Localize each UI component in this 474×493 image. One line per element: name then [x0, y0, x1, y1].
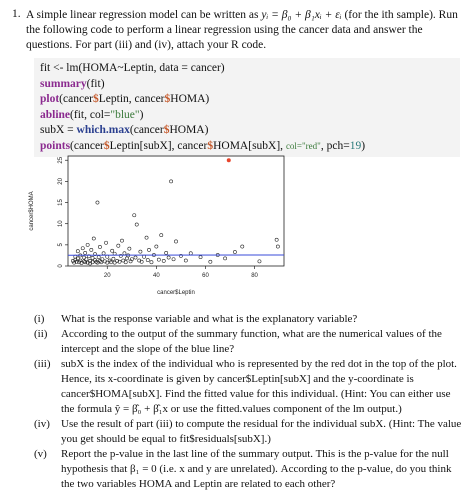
code-text: , pch=: [320, 139, 350, 152]
data-point: [135, 223, 138, 226]
data-point: [147, 248, 150, 251]
code-string: "blue": [110, 108, 140, 121]
part-number: (i): [34, 313, 45, 325]
question-part: [34, 312, 466, 327]
question-part: [34, 357, 466, 417]
part-text: Report the p-value in the last line of the summary output. This is the p-value for the null hypothesis that β₁ = 0 (i.e. x and y are unrelated). According to the p-value, do you think the two variables HOMA and Leptin are related to each other?: [61, 448, 452, 490]
part-text: Use the result of part (iii) to compute the residual for the individual subX. (Hint: The value you get should be equal to fit$residuals[subX].): [61, 418, 462, 445]
code-string: col="red": [285, 140, 321, 151]
code-line-2: [40, 77, 454, 93]
data-point: [169, 180, 172, 183]
code-text: Leptin, cancer: [98, 93, 165, 105]
scatter-plot-svg: [20, 150, 290, 300]
code-text: (cancer: [129, 124, 164, 136]
code-dollar: $: [164, 93, 171, 105]
regression-formula: yᵢ = β₀ + β₁xᵢ + εᵢ: [261, 9, 342, 21]
data-point: [120, 239, 123, 242]
data-point: [111, 249, 114, 252]
data-point: [85, 258, 88, 261]
code-text: (fit, col=: [70, 108, 111, 121]
code-summary-fn: summary: [40, 77, 87, 90]
data-point: [189, 252, 192, 255]
y-tick-label: 10: [58, 220, 64, 228]
data-point: [102, 252, 105, 255]
data-point: [223, 257, 226, 260]
part-number: (iii): [34, 358, 51, 370]
data-point: [199, 256, 202, 259]
code-dollar: $: [93, 93, 99, 105]
code-dollar: $: [207, 139, 214, 152]
x-tick-label: 60: [202, 273, 209, 279]
data-point: [84, 251, 87, 254]
data-point: [76, 250, 79, 253]
data-point: [172, 258, 175, 261]
part-number: (iv): [34, 418, 50, 430]
y-axis: [58, 156, 68, 267]
data-point: [146, 258, 149, 261]
code-line-5: [40, 123, 454, 139]
x-axis-label: cancer$Leptin: [157, 290, 195, 296]
data-point: [145, 236, 148, 239]
x-tick-label: 40: [153, 273, 160, 279]
y-tick-label: 5: [58, 243, 64, 247]
code-lm-call: <- lm(HOMA~Leptin, data = cancer): [50, 62, 225, 74]
question-part: [34, 417, 466, 447]
data-point: [241, 245, 244, 248]
data-point: [98, 245, 101, 248]
code-text: (cancer: [59, 93, 93, 105]
part-text: What is the response variable and what is the explanatory variable?: [61, 313, 358, 325]
x-tick-label: 20: [103, 273, 111, 279]
code-number: 19: [349, 139, 362, 152]
code-text: ): [361, 139, 366, 152]
code-line-4: [40, 108, 454, 124]
data-point: [184, 259, 187, 262]
code-line-1: [40, 61, 454, 77]
y-tick-label: 20: [58, 178, 64, 185]
y-tick-label: 15: [58, 199, 64, 206]
part-number: (ii): [34, 328, 48, 340]
r-code-block: [34, 58, 460, 157]
data-point: [160, 234, 163, 237]
data-points: [68, 158, 284, 265]
data-point: [123, 252, 126, 255]
data-point: [112, 257, 115, 260]
code-text: (cancer: [70, 139, 104, 152]
data-point: [86, 243, 89, 246]
data-point: [276, 245, 279, 248]
data-point: [104, 241, 107, 244]
y-tick-label: 0: [58, 264, 64, 268]
code-fit-token: fit: [40, 62, 51, 74]
data-point: [150, 261, 153, 264]
max-homa-point: [227, 158, 231, 162]
data-point: [128, 247, 131, 250]
scatter-plot: [20, 150, 290, 300]
code-dollar: $: [163, 124, 170, 136]
data-point: [133, 214, 136, 217]
part-text: According to the output of the summary function, what are the numerical values of the intercept and the slope of the blue line?: [61, 328, 442, 355]
data-point: [124, 261, 127, 264]
data-point: [134, 256, 137, 259]
data-point: [92, 237, 95, 240]
plot-frame: [68, 156, 284, 266]
data-point: [157, 258, 160, 261]
data-point: [97, 256, 100, 259]
code-text: Leptin[subX], cancer: [109, 139, 208, 152]
data-point: [165, 251, 168, 254]
code-abline-fn: abline: [40, 108, 71, 121]
data-point: [258, 260, 261, 263]
code-summary-args: (fit): [86, 77, 105, 90]
data-point: [209, 260, 212, 263]
x-axis: [104, 266, 259, 279]
data-point: [162, 259, 165, 262]
code-text: ): [139, 108, 144, 121]
data-point: [155, 245, 158, 248]
intro-text-b: (for the ith sample). Run the following code to perform a linear regression using the cancer data and answer the questions. For part (iii) and (iv), attach your R code.: [26, 9, 458, 51]
part-number: (v): [34, 448, 47, 460]
question-number: 1.: [12, 8, 21, 20]
question-intro: [26, 8, 464, 53]
question-parts: [34, 312, 466, 492]
code-text: subX =: [40, 124, 77, 136]
data-point: [81, 247, 84, 250]
data-point: [139, 250, 142, 253]
code-text: HOMA): [170, 93, 210, 105]
y-tick-label: 25: [58, 156, 64, 164]
data-point: [275, 238, 278, 241]
code-text: HOMA): [169, 124, 209, 136]
part-text: subX is the index of the individual who is represented by the red dot in the top of the plot. Hence, its x-coordinate is given by cancer$Leptin[subX] and the y-coordinate is cancer$HOMA[subX]. Find the fitted value for this individual. (Hint: You can either use the formula ŷ = β̂₀ + β̂₁x or use the fitted.values component of the lm output.): [61, 358, 457, 415]
data-point: [167, 256, 170, 259]
question-part: [34, 447, 466, 492]
intro-text-a: A simple linear regression model can be written as: [26, 9, 262, 21]
data-point: [174, 240, 177, 243]
code-plot-fn: plot: [40, 93, 60, 105]
data-point: [233, 250, 236, 253]
x-tick-label: 80: [251, 273, 258, 279]
code-points-fn: points: [40, 139, 71, 152]
code-line-3: [40, 92, 454, 108]
code-text: HOMA[subX],: [213, 139, 286, 152]
data-point: [90, 248, 93, 251]
data-point: [117, 244, 120, 247]
data-point: [96, 201, 99, 204]
code-dollar: $: [103, 139, 110, 152]
code-which-max-fn: which.max: [76, 124, 130, 136]
y-axis-label: cancer$HOMA: [29, 191, 35, 231]
question-part: [34, 327, 466, 357]
